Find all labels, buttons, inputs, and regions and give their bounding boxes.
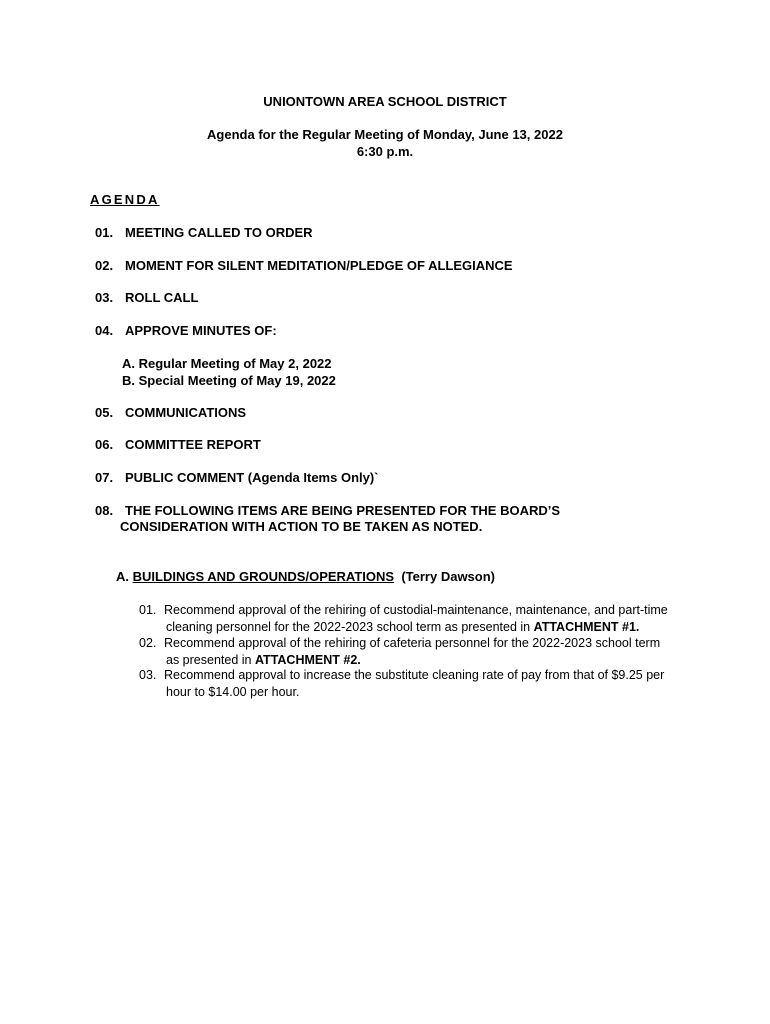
meeting-title: Agenda for the Regular Meeting of Monday, June 13, 2022 — [207, 127, 563, 142]
subitem-number: 01. — [139, 603, 157, 617]
attachment-ref: ATTACHMENT #2. — [254, 652, 361, 667]
item-number: 03. — [95, 290, 114, 305]
item-number: 02. — [95, 258, 114, 273]
subitem-text: Recommend approval of the rehiring of cafeteria personnel for the 2022-2023 school term — [164, 636, 661, 650]
item-text: COMMITTEE REPORT — [125, 437, 261, 452]
item-text-continued: CONSIDERATION WITH ACTION TO BE TAKEN AS NOTED. — [120, 519, 483, 534]
subitem-text: hour to $14.00 per hour. — [166, 684, 300, 699]
district-title: UNIONTOWN AREA SCHOOL DISTRICT — [263, 94, 507, 109]
item-text: MEETING CALLED TO ORDER — [125, 225, 313, 240]
subitem-text: Recommend approval to increase the substitute cleaning rate of pay from that of $9.25 per — [164, 668, 665, 682]
section-title: BUILDINGS AND GROUNDS/OPERATIONS — [132, 569, 395, 584]
item-number: 08. — [95, 503, 114, 518]
agenda-item — [95, 437, 261, 453]
meeting-time: 6:30 p.m. — [356, 144, 414, 159]
item-text: APPROVE MINUTES OF: — [125, 323, 277, 338]
item-text: THE FOLLOWING ITEMS ARE BEING PRESENTED FOR THE BOARD’S — [125, 503, 561, 518]
section-heading — [116, 569, 495, 585]
subitem-text: as presented in — [166, 652, 255, 667]
agenda-item — [95, 405, 246, 421]
item-number: 06. — [95, 437, 114, 452]
subitem-number: 02. — [139, 636, 157, 650]
item-text: COMMUNICATIONS — [125, 405, 247, 420]
subitem — [139, 635, 660, 668]
agenda-item — [95, 503, 560, 519]
subitem-number: 03. — [139, 668, 157, 682]
agenda-item — [95, 225, 313, 241]
item-text: PUBLIC COMMENT (Agenda Items Only)` — [125, 470, 379, 485]
minutes-item: B. Special Meeting of May 19, 2022 — [122, 373, 336, 388]
item-number: 01. — [95, 225, 114, 240]
agenda-item — [95, 290, 198, 306]
subitem-text: Recommend approval of the rehiring of custodial-maintenance, maintenance, and part-time — [164, 603, 668, 617]
item-number: 05. — [95, 405, 114, 420]
agenda-heading: AGENDA — [90, 192, 160, 207]
subitem-text: cleaning personnel for the 2022-2023 school term as presented in — [166, 619, 534, 634]
item-text: ROLL CALL — [125, 290, 199, 305]
agenda-item — [95, 258, 513, 274]
subitem — [139, 667, 664, 700]
item-text: MOMENT FOR SILENT MEDITATION/PLEDGE OF ALLEGIANCE — [125, 258, 513, 273]
section-person: (Terry Dawson) — [401, 569, 495, 584]
agenda-item — [95, 323, 277, 339]
agenda-item — [95, 470, 379, 486]
subitem — [139, 602, 668, 635]
item-number: 07. — [95, 470, 114, 485]
item-number: 04. — [95, 323, 114, 338]
attachment-ref: ATTACHMENT #1. — [533, 619, 640, 634]
section-letter: A. — [116, 569, 129, 584]
minutes-item: A. Regular Meeting of May 2, 2022 — [122, 356, 332, 371]
